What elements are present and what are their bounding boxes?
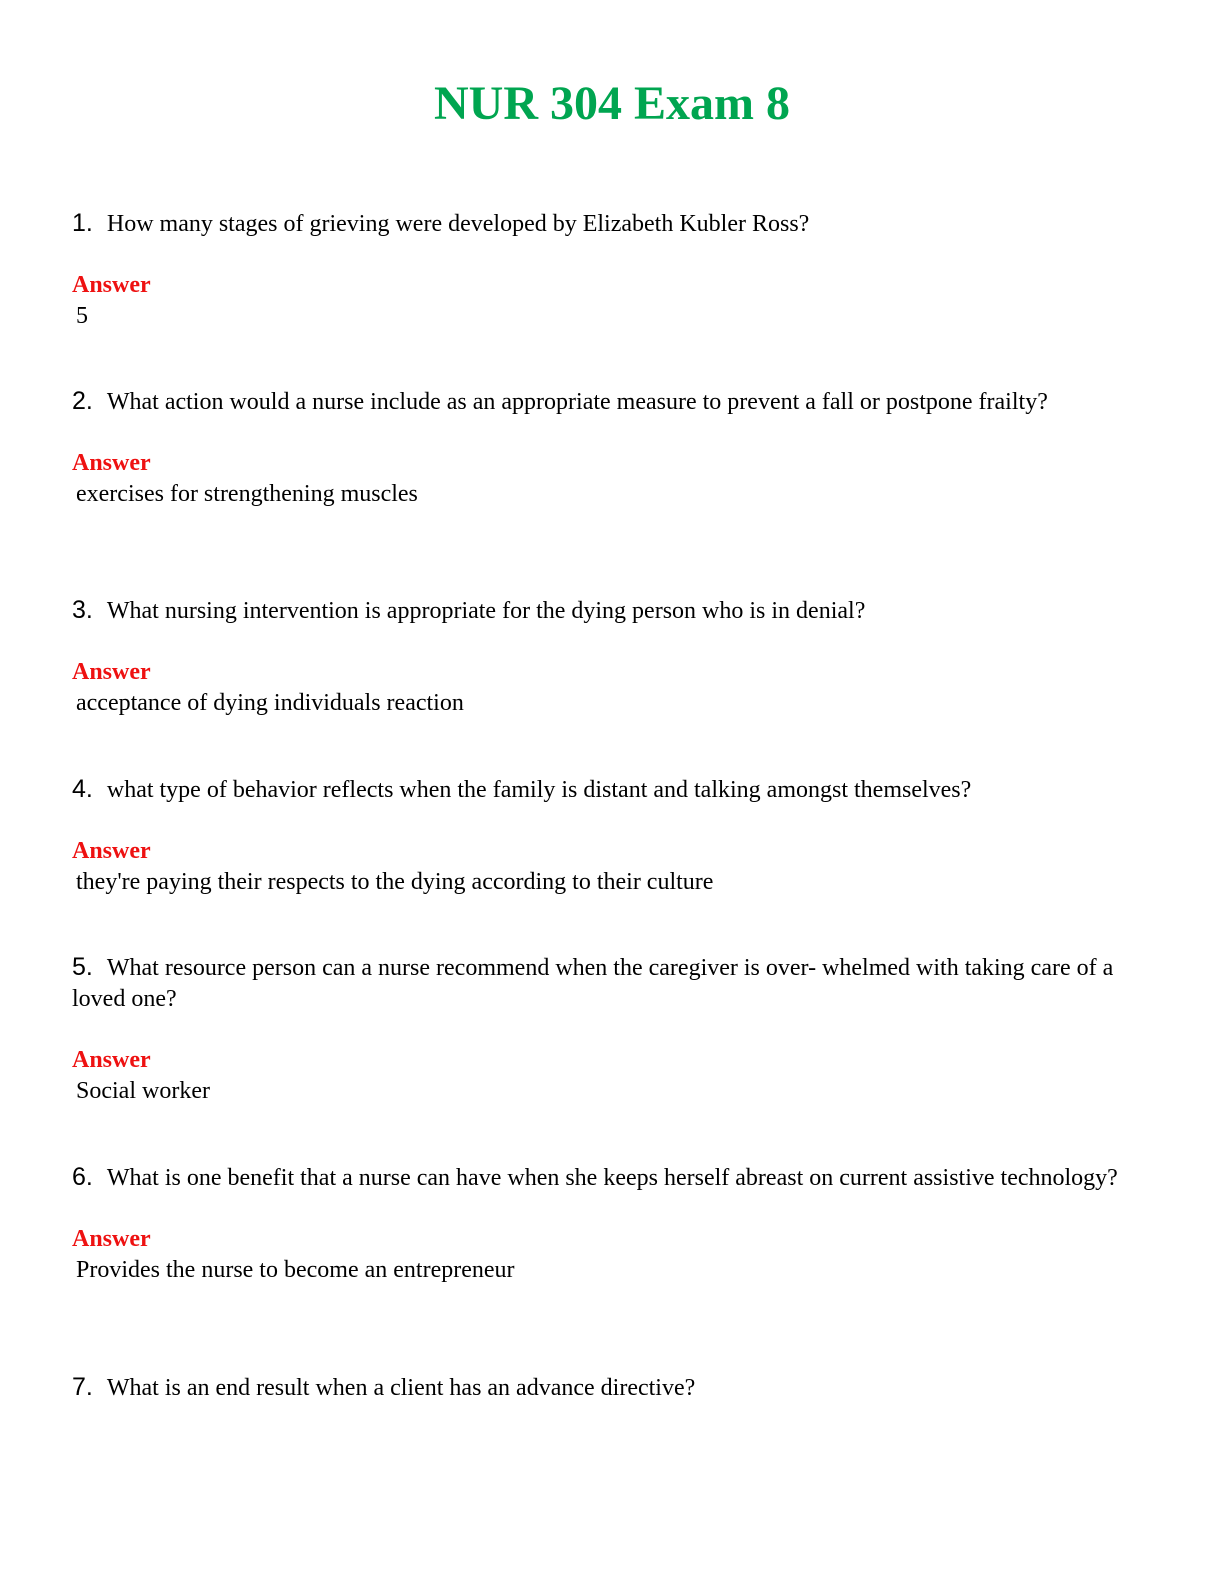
answer-label: Answer xyxy=(72,838,151,864)
question-number: 2. xyxy=(72,387,93,415)
answer-label: Answer xyxy=(72,1047,151,1073)
question-block xyxy=(72,952,1152,1107)
answer-text: Social worker xyxy=(76,1078,210,1104)
answer-text: 5 xyxy=(76,303,88,329)
answer-text: Provides the nurse to become an entrepreneur xyxy=(76,1257,515,1283)
page-title: NUR 304 Exam 8 xyxy=(434,77,790,130)
question-block xyxy=(72,386,1152,510)
question-block xyxy=(72,1162,1152,1286)
question-block xyxy=(72,774,1152,898)
question-text: What action would a nurse include as an appropriate measure to prevent a fall or postpone frailty? xyxy=(106,389,1048,415)
answer-label: Answer xyxy=(72,1226,151,1252)
answer-text: acceptance of dying individuals reaction xyxy=(76,690,464,716)
question-text-row xyxy=(72,774,1152,806)
question-text-row xyxy=(72,952,1152,1015)
question-text-row xyxy=(72,386,1152,418)
question-block xyxy=(72,208,1152,332)
question-text: How many stages of grieving were developed by Elizabeth Kubler Ross? xyxy=(106,211,810,237)
question-number: 7. xyxy=(72,1373,93,1401)
answer-label: Answer xyxy=(72,659,151,685)
question-number: 4. xyxy=(72,775,93,803)
answer-text: exercises for strengthening muscles xyxy=(76,481,418,507)
question-number: 1. xyxy=(72,209,93,237)
question-number: 5. xyxy=(72,953,93,981)
question-block xyxy=(72,595,1152,719)
question-text-row xyxy=(72,208,1152,240)
question-text: What resource person can a nurse recommend when the caregiver is over- whelmed with taking care of a loved one? xyxy=(72,955,1114,1012)
question-block xyxy=(72,1372,1152,1404)
answer-label: Answer xyxy=(72,450,151,476)
question-text-row xyxy=(72,595,1152,627)
answer-label: Answer xyxy=(72,272,151,298)
question-text-row xyxy=(72,1372,1152,1404)
question-text: What is one benefit that a nurse can have when she keeps herself abreast on current assistive technology? xyxy=(106,1165,1118,1191)
question-text: What nursing intervention is appropriate for the dying person who is in denial? xyxy=(106,598,866,624)
question-number: 3. xyxy=(72,596,93,624)
question-text: What is an end result when a client has an advance directive? xyxy=(106,1375,696,1401)
answer-text: they're paying their respects to the dying according to their culture xyxy=(76,869,714,895)
question-number: 6. xyxy=(72,1163,93,1191)
question-text-row xyxy=(72,1162,1152,1194)
question-text: what type of behavior reflects when the family is distant and talking amongst themselves? xyxy=(106,777,972,803)
